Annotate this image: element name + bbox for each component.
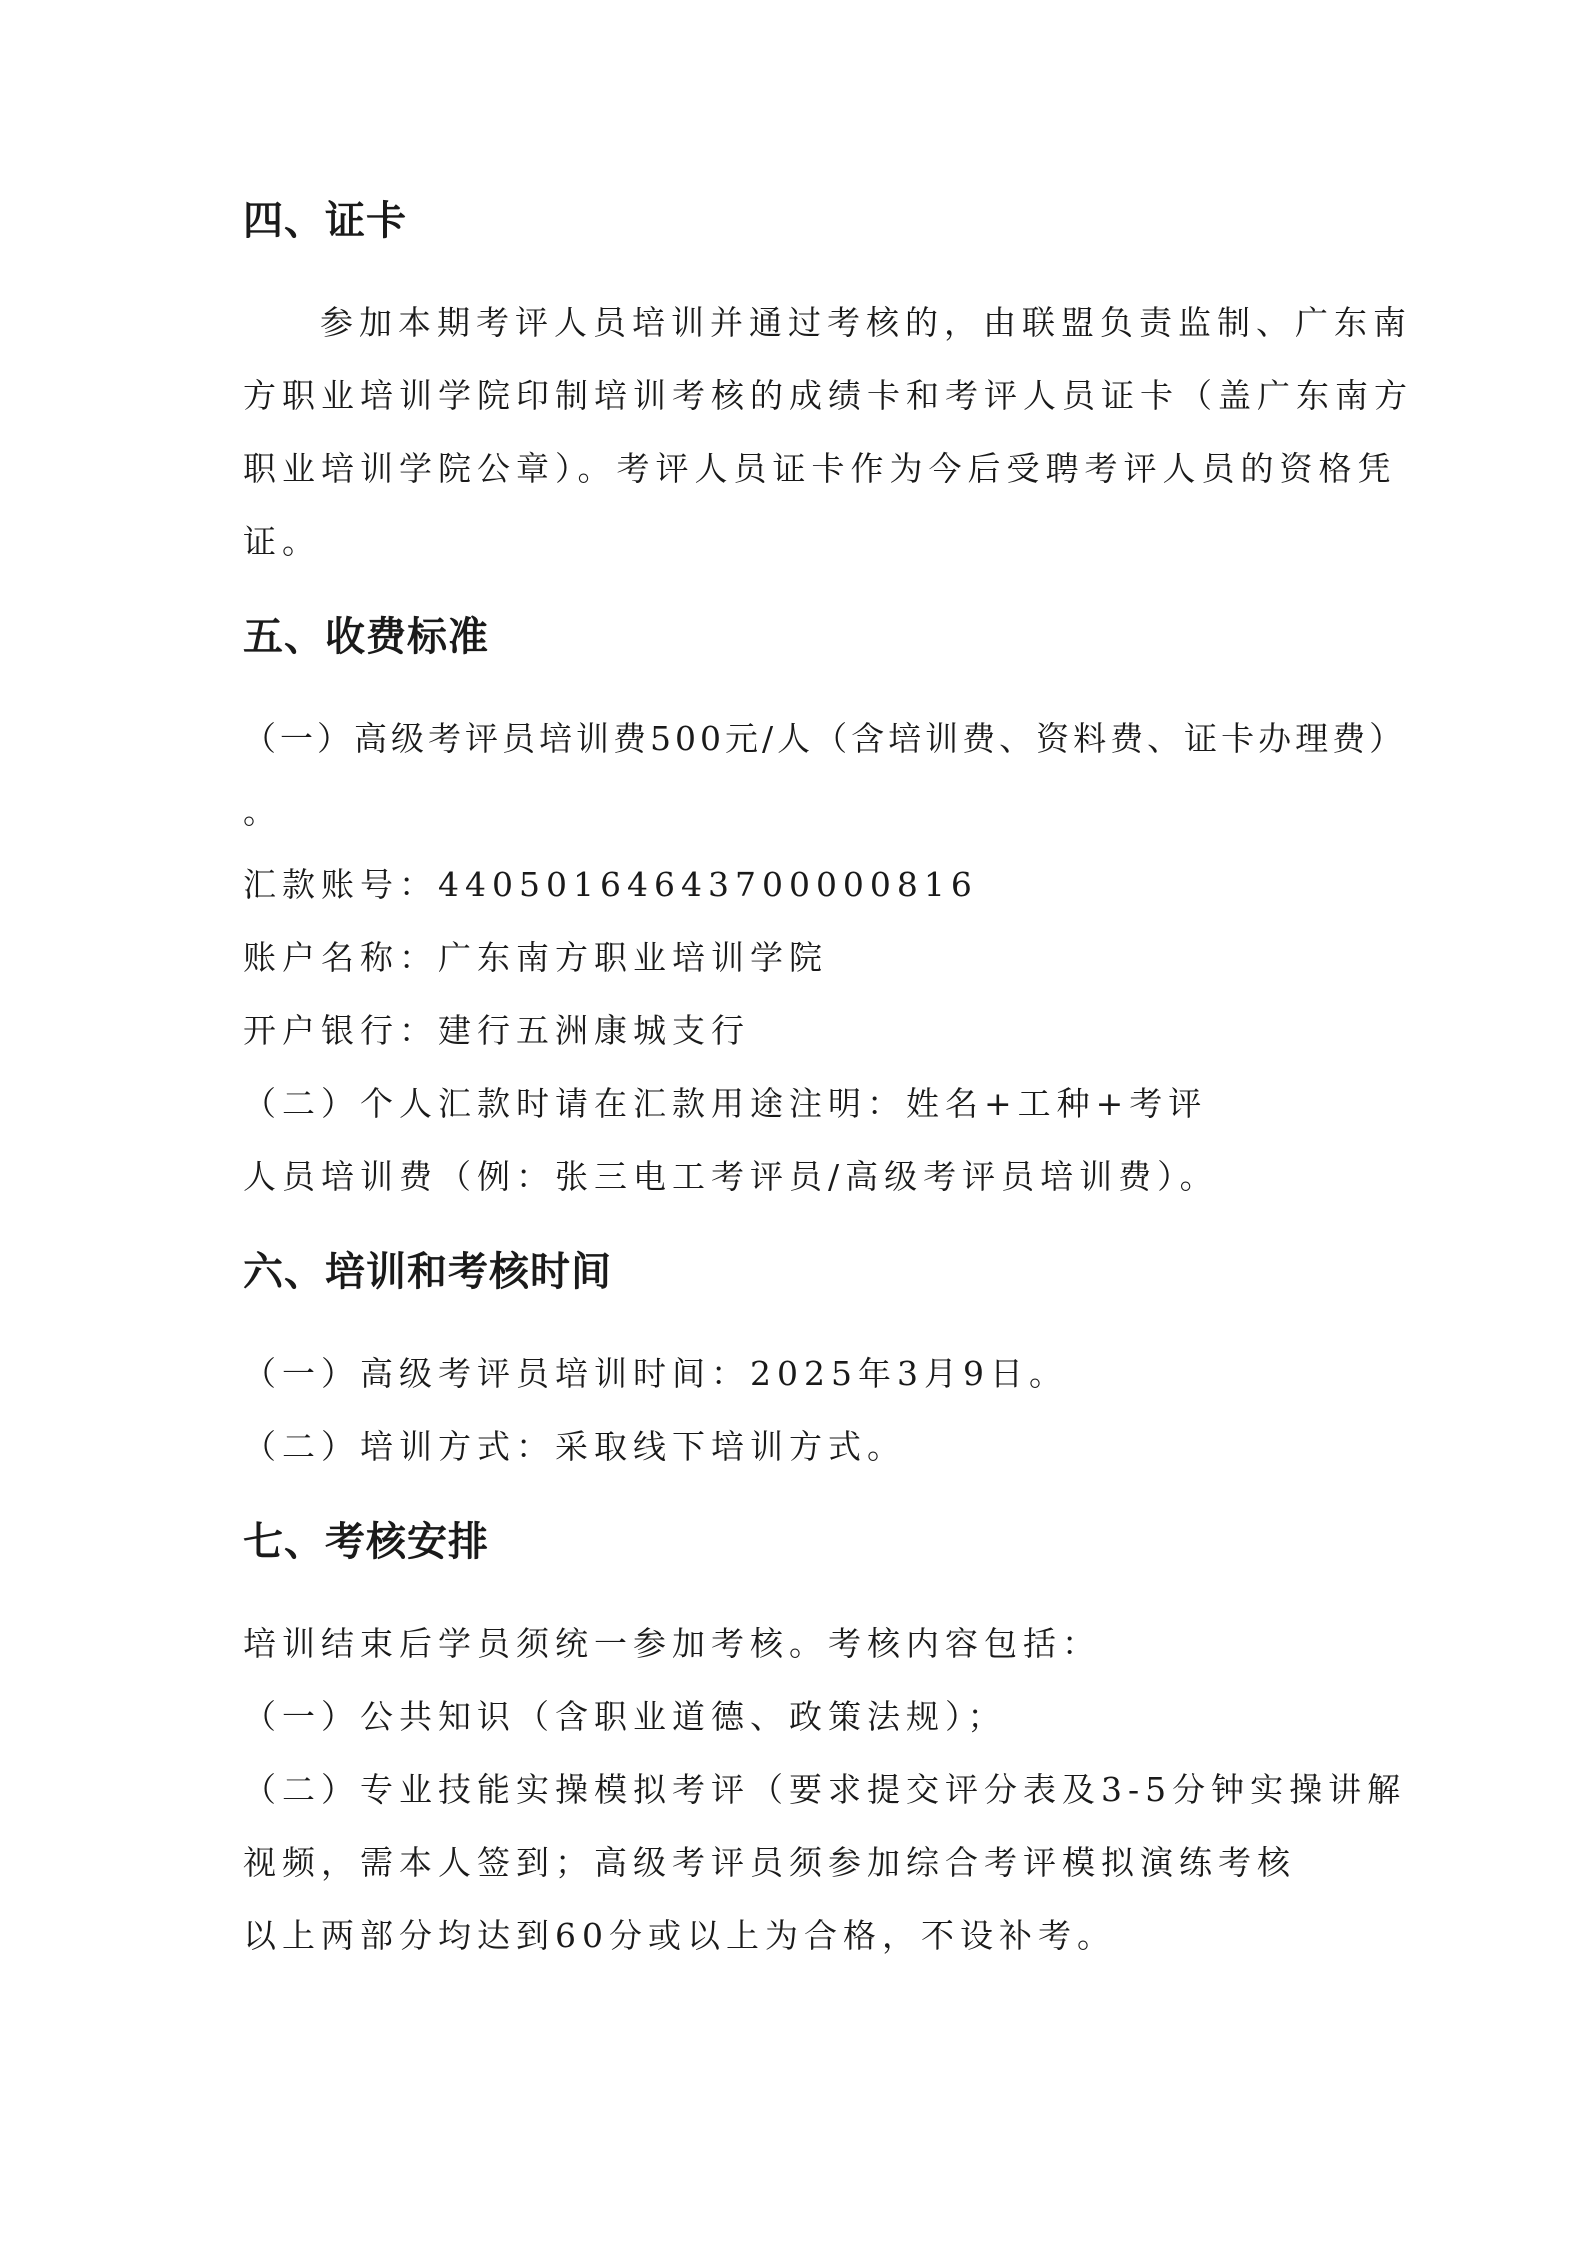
paragraph-line: 职业培训学院公章）。考评人员证卡作为今后受聘考评人员的资格凭 xyxy=(243,449,1397,488)
paragraph-line: 参加本期考评人员培训并通过考核的，由联盟负责监制、广东南 xyxy=(320,303,1412,342)
account-name-line: 账户名称：广东南方职业培训学院 xyxy=(243,938,828,977)
paragraph-line: （二）培训方式：采取线下培训方式。 xyxy=(243,1427,906,1466)
paragraph-line: （二）专业技能实操模拟考评（要求提交评分表及3-5分钟实操讲解 xyxy=(243,1770,1407,1809)
section-heading-schedule: 六、培训和考核时间 xyxy=(243,1249,612,1295)
paragraph-line: 视频，需本人签到；高级考评员须参加综合考评模拟演练考核 xyxy=(243,1843,1296,1882)
paragraph-line: （一）高级考评员培训费500元/人（含培训费、资料费、证卡办理费） xyxy=(243,719,1407,758)
section-heading-fees: 五、收费标准 xyxy=(243,614,489,660)
remittance-account-line: 汇款账号：44050164643700000816 xyxy=(243,865,978,904)
section-heading-certificate: 四、证卡 xyxy=(243,198,407,244)
bank-line: 开户银行：建行五洲康城支行 xyxy=(243,1011,750,1050)
paragraph-line: 以上两部分均达到60分或以上为合格，不设补考。 xyxy=(243,1916,1116,1955)
paragraph-line: 培训结束后学员须统一参加考核。考核内容包括： xyxy=(243,1624,1101,1663)
paragraph-line: 人员培训费（例：张三电工考评员/高级考评员培训费）。 xyxy=(243,1157,1219,1196)
paragraph-line: （一）公共知识（含职业道德、政策法规）； xyxy=(243,1697,1007,1736)
paragraph-line: （二）个人汇款时请在汇款用途注明：姓名+工种+考评 xyxy=(243,1084,1208,1123)
paragraph-line: 。 xyxy=(243,792,282,831)
paragraph-line: （一）高级考评员培训时间：2025年3月9日。 xyxy=(243,1354,1068,1393)
paragraph-line: 方职业培训学院印制培训考核的成绩卡和考评人员证卡（盖广东南方 xyxy=(243,376,1413,415)
paragraph-line: 证。 xyxy=(243,522,321,561)
section-heading-assessment: 七、考核安排 xyxy=(243,1519,489,1565)
